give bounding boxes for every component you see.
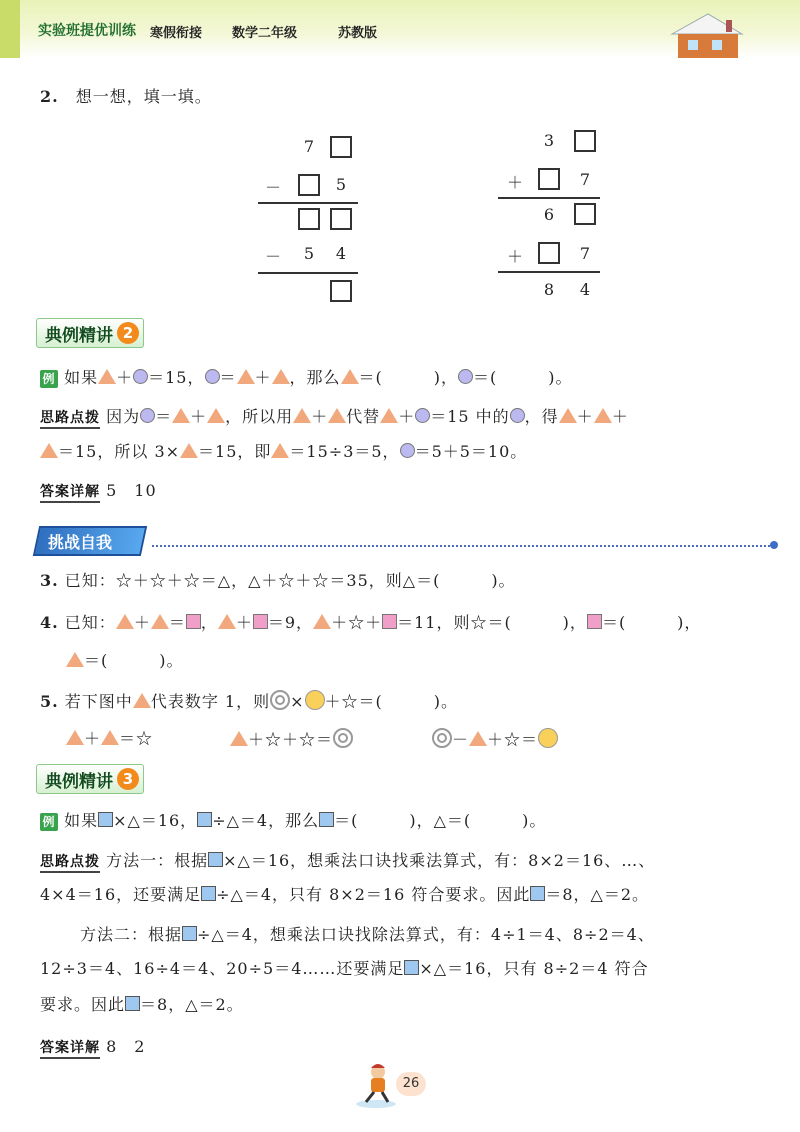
text-fragment: ＋	[398, 407, 416, 426]
text-fragment: 已知：☆＋☆＋☆＝△，△＋☆＋☆＝35，则△＝( )。	[64, 571, 516, 590]
hint-label: 思路点拨	[40, 854, 100, 873]
triangle-icon	[133, 693, 151, 708]
text-fragment: ×△＝16，	[113, 811, 198, 830]
text-fragment: ＋	[576, 407, 594, 426]
text-fragment: ＝( )，△＝( )。	[334, 811, 547, 830]
bullseye-icon	[432, 728, 452, 748]
rule-line	[498, 197, 600, 199]
minus-sign: －	[264, 178, 281, 197]
text-fragment: ＋☆＋	[331, 613, 383, 632]
text-fragment: 要求。因此	[40, 995, 126, 1014]
text-fragment: ，	[200, 613, 218, 632]
answer-box[interactable]	[330, 208, 352, 230]
triangle-icon	[207, 408, 225, 423]
text-fragment: 方法二：根据	[80, 925, 183, 944]
text-fragment: 方法一：根据	[106, 851, 209, 870]
q5-equation-2	[230, 728, 353, 751]
hint-3-line-4	[40, 958, 649, 980]
answer-label: 答案详解	[40, 484, 100, 503]
text-fragment: ÷△＝4，只有 8×2＝16 符合要求。因此	[216, 885, 531, 904]
q5-equation-3	[432, 728, 558, 751]
text-fragment: ＝15 中的	[430, 407, 510, 426]
question-2-text: 想一想，填一填。	[75, 87, 212, 106]
text-fragment: 3.	[40, 571, 59, 590]
challenge-title: 挑战自我	[48, 533, 113, 552]
triangle-icon	[66, 652, 84, 667]
triangle-icon	[116, 614, 134, 629]
answer-box[interactable]	[538, 242, 560, 264]
blue-square-icon	[182, 926, 197, 941]
text-fragment: ＋	[235, 613, 253, 632]
answer-2-line	[40, 480, 157, 503]
text-fragment: ＝8，△＝2。	[140, 995, 244, 1014]
triangle-icon	[151, 614, 169, 629]
q5-equation-1	[66, 728, 153, 750]
section-title-example-3	[36, 764, 144, 794]
digit: 4	[335, 244, 347, 263]
text-fragment: ×△＝16，只有 8÷2＝4 符合	[419, 959, 649, 978]
square-icon	[253, 614, 268, 629]
triangle-icon	[313, 614, 331, 629]
triangle-icon	[380, 408, 398, 423]
bullseye-icon	[270, 690, 290, 710]
text-fragment: 如果	[64, 811, 99, 830]
yellow-circle-icon	[305, 690, 325, 710]
section-title-text: 典例精讲	[45, 771, 113, 792]
circle-icon	[458, 369, 473, 384]
hint-3-line-1	[40, 850, 655, 873]
blue-square-icon	[197, 812, 212, 827]
text-fragment: ＋	[254, 368, 272, 387]
circle-icon	[133, 369, 148, 384]
text-fragment: ＋☆＝	[487, 730, 539, 749]
text-fragment: 如果	[64, 368, 99, 387]
yellow-circle-icon	[538, 728, 558, 748]
triangle-icon	[328, 408, 346, 423]
circle-icon	[205, 369, 220, 384]
text-fragment: ＝	[155, 407, 173, 426]
answer-box[interactable]	[298, 174, 320, 196]
circle-icon	[510, 408, 525, 423]
digit: 5	[303, 244, 315, 263]
square-icon	[382, 614, 397, 629]
triangle-icon	[341, 369, 359, 384]
hint-3-line-5	[40, 994, 244, 1016]
text-fragment: 5.	[40, 692, 59, 711]
divider-end-dot	[770, 541, 778, 549]
text-fragment: ＝5＋5＝10。	[414, 442, 528, 461]
triangle-icon	[40, 443, 58, 458]
text-fragment: ＋	[611, 407, 629, 426]
minus-sign: －	[264, 247, 281, 266]
answer-box[interactable]	[574, 130, 596, 152]
answer-box[interactable]	[330, 136, 352, 158]
triangle-icon	[271, 443, 289, 458]
digit: 7	[579, 170, 591, 189]
text-fragment: 因为	[106, 407, 141, 426]
circle-icon	[415, 408, 430, 423]
example-tag: 例	[40, 813, 58, 831]
text-fragment: ×	[290, 692, 305, 711]
triangle-icon	[101, 730, 119, 745]
text-fragment: ＋	[133, 613, 151, 632]
triangle-icon	[172, 408, 190, 423]
square-icon	[186, 614, 201, 629]
text-fragment: ＝	[168, 613, 186, 632]
question-2-number: 2.	[40, 87, 59, 106]
text-fragment: ＝15，	[148, 368, 205, 387]
house-illustration	[668, 12, 746, 60]
text-fragment: ＝	[219, 368, 237, 387]
blue-square-icon	[201, 886, 216, 901]
text-fragment: 已知：	[64, 613, 116, 632]
example-tag: 例	[40, 370, 58, 388]
text-fragment: －	[452, 730, 470, 749]
text-fragment: ＝9，	[267, 613, 314, 632]
blue-square-icon	[98, 812, 113, 827]
triangle-icon	[98, 369, 116, 384]
text-fragment: 代表数字 1，则	[150, 692, 271, 711]
section-title-example-2	[36, 318, 144, 348]
plus-sign: ＋	[506, 247, 523, 266]
text-fragment: ＝( )，	[358, 368, 459, 387]
rule-line	[258, 202, 358, 204]
hint-2-line-1	[40, 406, 629, 429]
question-5	[40, 690, 458, 713]
digit: 7	[303, 137, 315, 156]
triangle-icon	[272, 369, 290, 384]
triangle-icon	[293, 408, 311, 423]
text-fragment: 若下图中	[64, 692, 133, 711]
section-number-badge: 3	[117, 768, 139, 790]
triangle-icon	[594, 408, 612, 423]
text-fragment: ×△＝16，想乘法口诀找乘法算式，有：8×2＝16、…、	[223, 851, 656, 870]
digit: 7	[579, 244, 591, 263]
text-fragment: ＋	[116, 368, 134, 387]
bullseye-icon	[333, 728, 353, 748]
text-fragment: 4.	[40, 613, 59, 632]
circle-icon	[140, 408, 155, 423]
text-fragment: 代替	[346, 407, 381, 426]
text-fragment: ，那么	[289, 368, 341, 387]
text-fragment: ＝☆	[119, 729, 154, 748]
blue-square-icon	[208, 852, 223, 867]
text-fragment: ＝15，即	[198, 442, 272, 461]
header-side-bar	[0, 0, 20, 58]
skater-illustration	[354, 1062, 398, 1110]
triangle-icon	[218, 614, 236, 629]
text-fragment: ＝( )。	[473, 368, 573, 387]
triangle-icon	[559, 408, 577, 423]
blue-square-icon	[404, 960, 419, 975]
plus-sign: ＋	[506, 173, 523, 192]
text-fragment: ＝( )。	[84, 651, 184, 670]
answer-box[interactable]	[538, 168, 560, 190]
text-fragment: ＝15，所以 3×	[58, 442, 181, 461]
text-fragment: ＝11，则☆＝( )，	[397, 613, 587, 632]
hint-label: 思路点拨	[40, 410, 100, 429]
digit: 3	[543, 131, 555, 150]
text-fragment: 12÷3＝4、16÷4＝4、20÷5＝4……还要满足	[40, 959, 405, 978]
blue-square-icon	[125, 996, 140, 1011]
text-fragment: ＋☆＋☆＝	[248, 730, 334, 749]
book-brand: 实验班提优训练	[38, 23, 136, 39]
answer-3-line	[40, 1036, 145, 1059]
text-fragment: ＝( )，	[601, 613, 702, 632]
square-icon	[587, 614, 602, 629]
text-fragment: ＋☆＝( )。	[324, 692, 458, 711]
triangle-icon	[66, 730, 84, 745]
answer-label: 答案详解	[40, 1040, 100, 1059]
header-subtitle-3: 苏教版	[338, 26, 378, 41]
circle-icon	[400, 443, 415, 458]
triangle-icon	[237, 369, 255, 384]
header-subtitle-1: 寒假衔接	[150, 26, 203, 41]
digit: 6	[543, 205, 555, 224]
text-fragment: ＋	[190, 407, 208, 426]
blue-square-icon	[319, 812, 334, 827]
hint-3-line-3	[80, 924, 655, 946]
blue-square-icon	[530, 886, 545, 901]
text-fragment: ＝15÷3＝5，	[289, 442, 400, 461]
header-subtitle-2: 数学二年级	[232, 26, 298, 41]
answer-box[interactable]	[574, 203, 596, 225]
text-fragment: 4×4＝16，还要满足	[40, 885, 202, 904]
rule-line	[258, 272, 358, 274]
text-fragment: ，得	[524, 407, 559, 426]
question-4-line-2	[66, 650, 184, 672]
hint-2-line-2	[40, 441, 527, 463]
section-number-badge: 2	[117, 322, 139, 344]
answer-box[interactable]	[330, 280, 352, 302]
text-fragment: ÷△＝4，想乘法口诀找除法算式，有：4÷1＝4、8÷2＝4、	[197, 925, 655, 944]
triangle-icon	[469, 731, 487, 746]
answer-value: 5 10	[106, 481, 157, 500]
question-3	[40, 570, 516, 592]
text-fragment: ＋	[311, 407, 329, 426]
text-fragment: ，所以用	[225, 407, 294, 426]
dotted-divider	[152, 545, 770, 547]
text-fragment: ＝8，△＝2。	[545, 885, 650, 904]
digit: 4	[579, 280, 591, 299]
answer-value: 8 2	[106, 1037, 146, 1056]
question-4-line-1	[40, 612, 701, 634]
hint-3-line-2	[40, 884, 649, 906]
text-fragment: ÷△＝4，那么	[212, 811, 320, 830]
page-number: 26	[396, 1072, 426, 1096]
example-2-line	[40, 367, 573, 389]
example-3-line	[40, 810, 546, 832]
triangle-icon	[180, 443, 198, 458]
answer-box[interactable]	[298, 208, 320, 230]
rule-line	[498, 271, 600, 273]
triangle-icon	[230, 731, 248, 746]
text-fragment: ＋	[84, 729, 102, 748]
section-title-text: 典例精讲	[45, 325, 113, 346]
digit: 5	[335, 175, 347, 194]
digit: 8	[543, 280, 555, 299]
